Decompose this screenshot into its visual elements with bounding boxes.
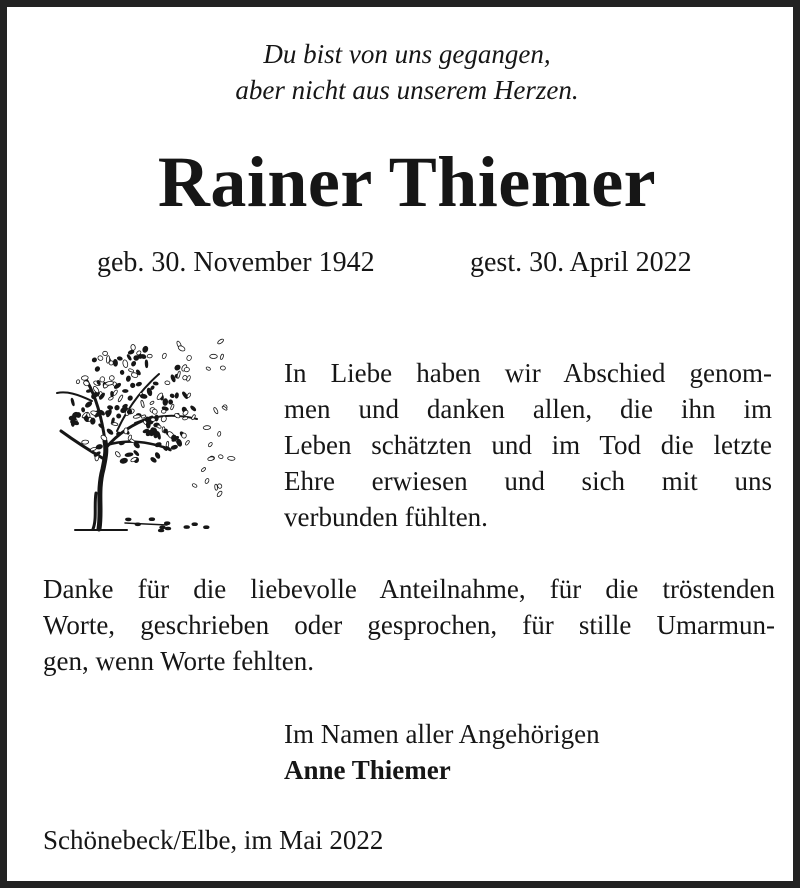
paragraph-1-line: Ehre erwiesen und sich mit uns [284, 466, 772, 496]
paragraph-2-line: Danke für die liebevolle Anteilnahme, für die tröstenden [43, 574, 775, 604]
birth-date: geb. 30. November 1942 [97, 247, 375, 278]
signer-name: Anne Thiemer [284, 755, 451, 785]
thanks-paragraph-1 [284, 355, 772, 535]
paragraph-2-line: gen, wenn Worte fehlten. [43, 646, 314, 676]
paragraph-1-line: verbunden fühlten. [284, 502, 488, 532]
place-and-date: Schönebeck/Elbe, im Mai 2022 [43, 825, 384, 855]
paragraph-1-line: Leben schätzten und im Tod die letzte [284, 430, 772, 460]
deceased-name: Rainer Thiemer [157, 142, 657, 222]
paragraph-1-line: men und danken allen, die ihn im [284, 394, 772, 424]
thanks-paragraph-2 [43, 571, 775, 679]
paragraph-1-line: In Liebe haben wir Abschied genom- [284, 358, 772, 388]
windswept-tree-icon [47, 319, 237, 537]
paragraph-2-line: Worte, geschrieben oder gesprochen, für stille Umarmun- [43, 610, 775, 640]
death-date: gest. 30. April 2022 [470, 247, 692, 278]
motto-line-2: aber nicht aus unserem Herzen. [235, 75, 579, 105]
motto-line-1: Du bist von uns gegangen, [263, 39, 551, 69]
signature-intro: Im Namen aller Angehörigen [284, 719, 600, 749]
